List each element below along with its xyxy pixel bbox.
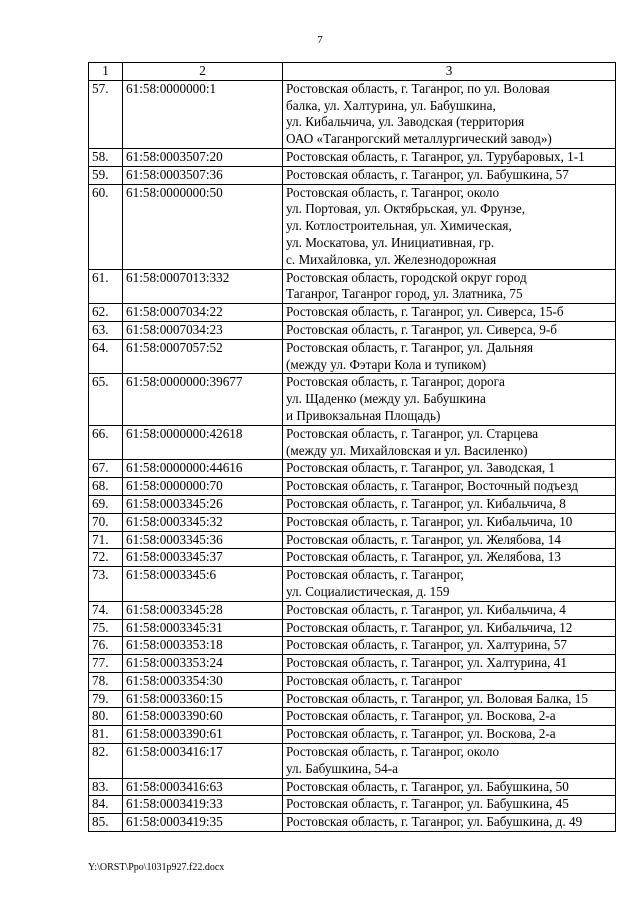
row-number: 75. <box>89 619 123 637</box>
row-number: 58. <box>89 148 123 166</box>
table-row <box>89 549 616 567</box>
table-row <box>89 495 616 513</box>
table-row <box>89 637 616 655</box>
address: Ростовская область, г. Таганрог, ул. Кибальчича, 12 <box>283 619 616 637</box>
cadastral-number: 61:58:0007057:52 <box>123 339 283 374</box>
row-number: 69. <box>89 495 123 513</box>
address: Ростовская область, г. Таганрог, ул. Бабушкина, 50 <box>283 778 616 796</box>
row-number: 60. <box>89 184 123 269</box>
address: Ростовская область, г. Таганрог, ул. Турубаровых, 1-1 <box>283 148 616 166</box>
address: Ростовская область, г. Таганрог, дорога ул. Щаденко (между ул. Бабушкина и Привокзальная Площадь) <box>283 374 616 425</box>
row-number: 59. <box>89 166 123 184</box>
row-number: 80. <box>89 708 123 726</box>
address: Ростовская область, г. Таганрог, ул. Социалистическая, д. 159 <box>283 567 616 602</box>
row-number: 77. <box>89 655 123 673</box>
address: Ростовская область, городской округ город Таганрог, Таганрог город, ул. Златника, 75 <box>283 269 616 304</box>
table-row <box>89 814 616 832</box>
table-row <box>89 672 616 690</box>
cadastral-number: 61:58:0007034:23 <box>123 321 283 339</box>
table-row <box>89 184 616 269</box>
cadastral-number: 61:58:0003345:6 <box>123 567 283 602</box>
row-number: 76. <box>89 637 123 655</box>
column-header-1: 1 <box>89 63 123 81</box>
cadastral-number: 61:58:0003345:32 <box>123 513 283 531</box>
table-row <box>89 796 616 814</box>
address: Ростовская область, г. Таганрог, ул. Кибальчича, 8 <box>283 495 616 513</box>
cadastral-number: 61:58:0003345:31 <box>123 619 283 637</box>
cadastral-number: 61:58:0003353:24 <box>123 655 283 673</box>
cadastral-number: 61:58:0003419:33 <box>123 796 283 814</box>
address: Ростовская область, г. Таганрог, ул. Желябова, 13 <box>283 549 616 567</box>
table-row <box>89 513 616 531</box>
table-row <box>89 321 616 339</box>
row-number: 84. <box>89 796 123 814</box>
table-row <box>89 601 616 619</box>
row-number: 66. <box>89 425 123 460</box>
row-number: 71. <box>89 531 123 549</box>
table-row <box>89 726 616 744</box>
table-row <box>89 531 616 549</box>
table-row <box>89 304 616 322</box>
file-path-footer: Y:\ORST\Ppo\1031p927.f22.docx <box>88 862 225 873</box>
address: Ростовская область, г. Таганрог, ул. Кибальчича, 4 <box>283 601 616 619</box>
table-row <box>89 744 616 779</box>
table-row <box>89 778 616 796</box>
row-number: 67. <box>89 460 123 478</box>
table-row <box>89 708 616 726</box>
address: Ростовская область, г. Таганрог, ул. Заводская, 1 <box>283 460 616 478</box>
row-number: 57. <box>89 80 123 148</box>
row-number: 70. <box>89 513 123 531</box>
row-number: 73. <box>89 567 123 602</box>
cadastral-number: 61:58:0003345:26 <box>123 495 283 513</box>
cadastral-number: 61:58:0003419:35 <box>123 814 283 832</box>
table-row <box>89 80 616 148</box>
address: Ростовская область, г. Таганрог, ул. Воловая Балка, 15 <box>283 690 616 708</box>
address: Ростовская область, г. Таганрог, около ул. Бабушкина, 54-а <box>283 744 616 779</box>
table-row <box>89 425 616 460</box>
address: Ростовская область, г. Таганрог <box>283 672 616 690</box>
cadastral-number: 61:58:0000000:50 <box>123 184 283 269</box>
address: Ростовская область, г. Таганрог, ул. Бабушкина, 45 <box>283 796 616 814</box>
row-number: 72. <box>89 549 123 567</box>
address: Ростовская область, г. Таганрог, ул. Воскова, 2-а <box>283 726 616 744</box>
cadastral-number: 61:58:0003390:61 <box>123 726 283 744</box>
address: Ростовская область, г. Таганрог, ул. Бабушкина, 57 <box>283 166 616 184</box>
cadastral-number: 61:58:0007013:332 <box>123 269 283 304</box>
table-row <box>89 619 616 637</box>
table-header-row <box>89 63 616 81</box>
address: Ростовская область, г. Таганрог, ул. Старцева (между ул. Михайловская и ул. Василенко) <box>283 425 616 460</box>
row-number: 85. <box>89 814 123 832</box>
table-row <box>89 166 616 184</box>
table-row <box>89 690 616 708</box>
row-number: 81. <box>89 726 123 744</box>
cadastral-number: 61:58:0003345:36 <box>123 531 283 549</box>
cadastral-number: 61:58:0003416:63 <box>123 778 283 796</box>
row-number: 83. <box>89 778 123 796</box>
page-number: 7 <box>317 34 323 46</box>
cadastral-number: 61:58:0000000:1 <box>123 80 283 148</box>
cadastral-number: 61:58:0000000:44616 <box>123 460 283 478</box>
cadastral-number: 61:58:0000000:39677 <box>123 374 283 425</box>
cadastral-number: 61:58:0000000:42618 <box>123 425 283 460</box>
table-row <box>89 374 616 425</box>
cadastral-number: 61:58:0003507:20 <box>123 148 283 166</box>
row-number: 65. <box>89 374 123 425</box>
address: Ростовская область, г. Таганрог, ул. Сиверса, 15-б <box>283 304 616 322</box>
cadastral-number: 61:58:0003345:37 <box>123 549 283 567</box>
cadastral-number: 61:58:0003353:18 <box>123 637 283 655</box>
cadastral-number: 61:58:0003360:15 <box>123 690 283 708</box>
address: Ростовская область, г. Таганрог, ул. Воскова, 2-а <box>283 708 616 726</box>
table-row <box>89 655 616 673</box>
column-header-3: 3 <box>283 63 616 81</box>
row-number: 63. <box>89 321 123 339</box>
table-row <box>89 148 616 166</box>
address: Ростовская область, г. Таганрог, ул. Халтурина, 57 <box>283 637 616 655</box>
table-row <box>89 269 616 304</box>
cadastral-number: 61:58:0007034:22 <box>123 304 283 322</box>
cadastral-number: 61:58:0003345:28 <box>123 601 283 619</box>
row-number: 79. <box>89 690 123 708</box>
cadastral-number: 61:58:0003390:60 <box>123 708 283 726</box>
address: Ростовская область, г. Таганрог, ул. Бабушкина, д. 49 <box>283 814 616 832</box>
row-number: 62. <box>89 304 123 322</box>
cadastral-number: 61:58:0003416:17 <box>123 744 283 779</box>
address: Ростовская область, г. Таганрог, ул. Сиверса, 9-б <box>283 321 616 339</box>
table-row <box>89 567 616 602</box>
row-number: 64. <box>89 339 123 374</box>
table-row <box>89 339 616 374</box>
column-header-2: 2 <box>123 63 283 81</box>
address: Ростовская область, г. Таганрог, ул. Кибальчича, 10 <box>283 513 616 531</box>
table-row <box>89 460 616 478</box>
cadastral-number: 61:58:0003507:36 <box>123 166 283 184</box>
row-number: 68. <box>89 478 123 496</box>
table-row <box>89 478 616 496</box>
address: Ростовская область, г. Таганрог, ул. Халтурина, 41 <box>283 655 616 673</box>
address: Ростовская область, г. Таганрог, Восточный подъезд <box>283 478 616 496</box>
address: Ростовская область, г. Таганрог, ул. Желябова, 14 <box>283 531 616 549</box>
row-number: 82. <box>89 744 123 779</box>
row-number: 61. <box>89 269 123 304</box>
cadastral-number: 61:58:0003354:30 <box>123 672 283 690</box>
row-number: 78. <box>89 672 123 690</box>
row-number: 74. <box>89 601 123 619</box>
address: Ростовская область, г. Таганрог, по ул. Воловая балка, ул. Халтурина, ул. Бабушкина, ул. Кибальчича, ул. Заводская (территория ОАО «Таганрогский металлургический завод») <box>283 80 616 148</box>
cadastral-table <box>88 62 616 832</box>
address: Ростовская область, г. Таганрог, около ул. Портовая, ул. Октябрьская, ул. Фрунзе, ул. Котлостроительная, ул. Химическая, ул. Москатова, ул. Инициативная, гр. с. Михайловка, ул. Железнодорожная <box>283 184 616 269</box>
address: Ростовская область, г. Таганрог, ул. Дальняя (между ул. Фэтари Кола и тупиком) <box>283 339 616 374</box>
cadastral-number: 61:58:0000000:70 <box>123 478 283 496</box>
